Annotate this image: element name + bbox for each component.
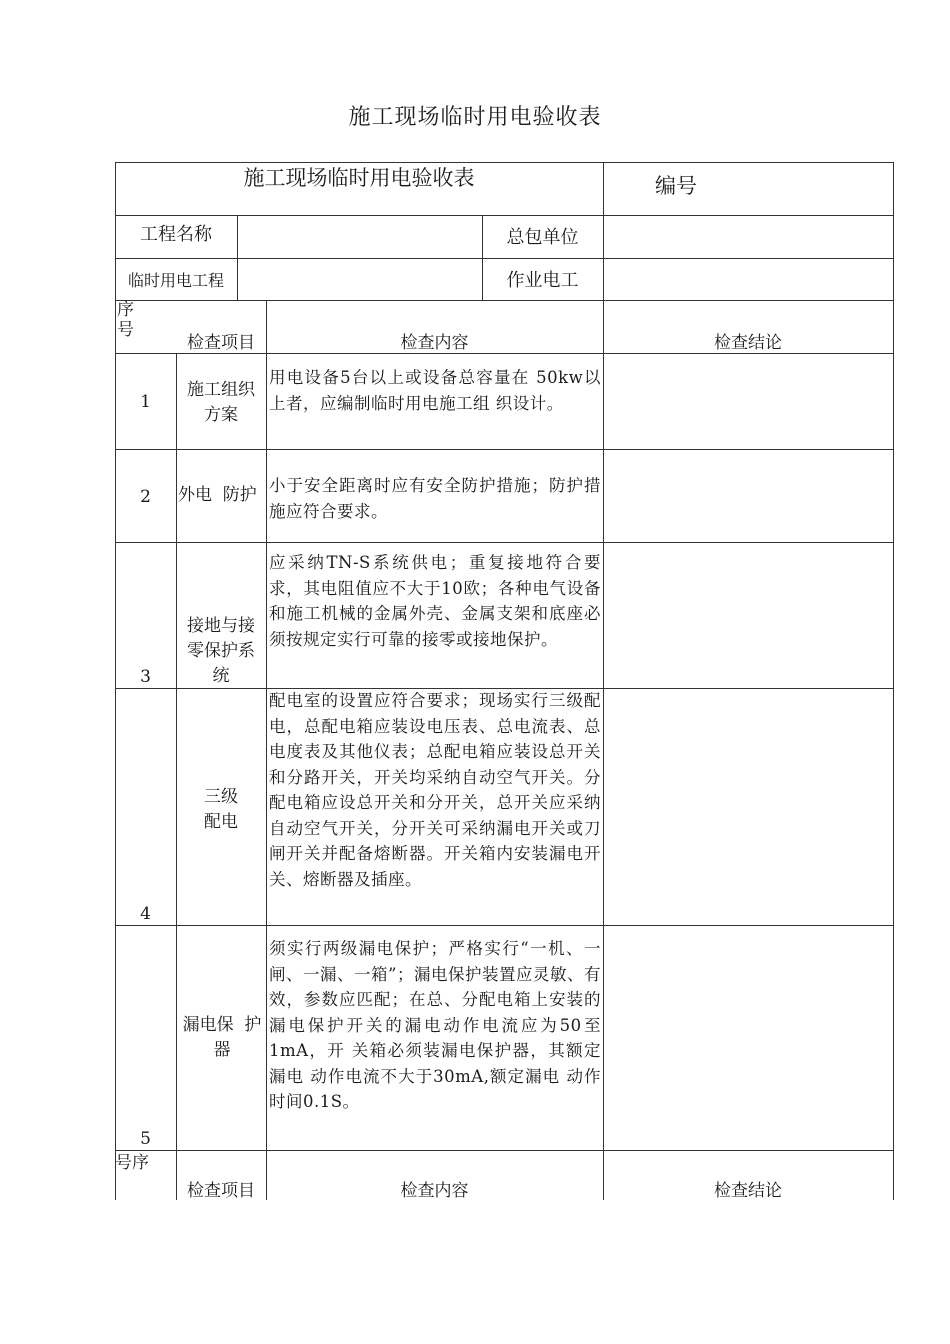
- row-content: 用电设备5台以上或设备总容量在 50kw以上者，应编制临时用电施工组 织设计。: [269, 368, 601, 413]
- grid-line: [115, 162, 894, 163]
- temp-power-value[interactable]: [238, 259, 482, 300]
- form-title: 施工现场临时用电验收表: [243, 166, 475, 190]
- column-header-content: 检查内容: [400, 333, 469, 353]
- row-content: 须实行两级漏电保护；严格实行“一机、一闸、一漏、一箱”；漏电保护装置应灵敏、有效，参数应匹配；在总、分配电箱上安装的漏电保护开关的漏电动作电流应为50至1mA，开 关箱必须装漏电保护器，其额定漏电 动作电流不大于30mA,额定漏电 动作时间0.1S。: [269, 939, 601, 1111]
- row-seq: 3: [140, 667, 151, 687]
- row-item: 三级配电: [204, 787, 238, 832]
- row-result[interactable]: [604, 926, 893, 1150]
- row-seq: 2: [140, 487, 151, 507]
- grid-line: [115, 1150, 894, 1151]
- row-item: 施工组织方案: [187, 380, 255, 425]
- footer-header-result: 检查结论: [714, 1181, 782, 1201]
- temp-power-label: 临时用电工程: [127, 271, 224, 290]
- footer-header-seq: 号序: [115, 1153, 149, 1173]
- row-content: 配电室的设置应符合要求；现场实行三级配电，总配电箱应装设电压表、总电流表、总电度表及其他仪表；总配电箱应装设总开关和分路开关，开关均采纳自动空气开关。分配电箱应设总开关和分开关，总开关应采纳自动空气开关，分开关可采纳漏电开关或刀闸开关并配备熔断器。开关箱内安装漏电开关、熔断器及插座。: [269, 691, 601, 889]
- row-result[interactable]: [604, 543, 893, 688]
- contractor-value[interactable]: [604, 216, 893, 258]
- project-name-label: 工程名称: [140, 224, 212, 245]
- electrician-value[interactable]: [604, 259, 893, 300]
- footer-header-content: 检查内容: [400, 1181, 469, 1201]
- row-content: 应采纳TN-S系统供电；重复接地符合要求，其电阻值应不大于10欧；各种电气设备和施工机械的金属外壳、金属支架和底座必须按规定实行可靠的接零或接地保护。: [269, 553, 601, 649]
- row-result[interactable]: [604, 689, 893, 925]
- page-title: 施工现场临时用电验收表: [348, 105, 602, 130]
- electrician-label: 作业电工: [506, 270, 579, 291]
- contractor-label: 总包单位: [506, 227, 579, 248]
- row-seq: 5: [140, 1129, 151, 1149]
- grid-line: [893, 162, 894, 1200]
- column-header-item: 检查项目: [187, 333, 255, 353]
- row-result[interactable]: [604, 450, 893, 542]
- grid-line: [176, 353, 177, 1150]
- grid-line: [115, 300, 894, 301]
- grid-line: [603, 162, 604, 215]
- row-item: 外电 防护: [178, 485, 257, 505]
- row-item: 接地与接零保护系统: [187, 616, 255, 686]
- number-label: 编号: [655, 174, 697, 198]
- row-seq: 1: [140, 392, 151, 412]
- project-name-value[interactable]: [238, 216, 482, 258]
- column-header-seq: 序号: [117, 300, 134, 340]
- row-seq: 4: [140, 904, 151, 924]
- row-item: 漏电保 护器: [182, 1015, 262, 1060]
- row-result[interactable]: [604, 354, 893, 449]
- row-content: 小于安全距离时应有安全防护措施；防护措施应符合要求。: [269, 476, 601, 521]
- footer-header-item: 检查项目: [187, 1181, 255, 1201]
- column-header-result: 检查结论: [714, 333, 782, 353]
